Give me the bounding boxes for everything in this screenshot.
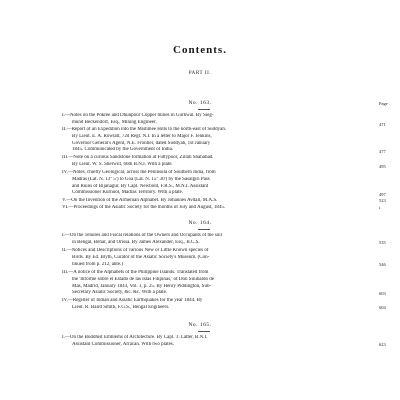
section-divider [198, 331, 210, 332]
contents-entry [62, 127, 373, 154]
entry-line: and Ruins of Bijanagur. By Capt. Newbold, F.R.S., M.N.I. Assistant [72, 183, 209, 189]
entry-line: tinued from p. 212, ante.) [72, 261, 123, 267]
entry-line: Commissioner Kurnool, Madras Territory. With a plate. [72, 190, 184, 196]
entry-line: II.—Notices and Descriptions of various New or Little Known species of [62, 248, 209, 253]
page-number: 523 [379, 198, 386, 203]
entry-line: in Bengal, Behar, and Orissa. By James Alexander, Esq., B.C.S. [72, 239, 200, 245]
entry-line: II.—Report of an Expedition into the Mishmee Hills to the north-east of Suddyah. [62, 127, 227, 132]
entry-line: mund Beckendorf, Esq., Mining Engineer. [72, 119, 157, 125]
entry-line: Lieut. R. Baird Smith, F.G.S., Bengal Engineers. [72, 304, 170, 310]
page-number: 497 [379, 192, 386, 197]
contents-entry [62, 205, 373, 212]
entry-line: III.—Note on a curious Sandstone formation at Futtypoor, Zillah Shahabad. [62, 155, 214, 160]
section-divider [198, 109, 210, 110]
entry-line: IV.—Register of Indian and Asiatic Earthquakes for the year 1844. By [62, 298, 203, 303]
contents-entry [62, 335, 373, 349]
contents-entry [62, 113, 373, 127]
section-divider [198, 229, 210, 230]
entry-line: VI.—Proceedings of the Asiatic Society for the months of July and August, 1845. [62, 205, 226, 210]
page-title: Contents. [173, 44, 227, 56]
page-number: 477 [379, 149, 386, 154]
entry-line: I.—On the Tenures and Fiscal relations of the Owners and Occupants of the soil [62, 233, 223, 238]
entry-line: IV.—Notes, chiefly Geological, across the Peninsula of Southern India, from [62, 170, 216, 175]
contents-entry [62, 198, 373, 205]
contents-entry [62, 248, 373, 268]
contents-entry [62, 270, 373, 297]
page-number: 603 [379, 291, 386, 296]
section-number: No. 164. [188, 220, 212, 226]
entry-line: the 'Informe sobre el Estado de las Islas Filipinas,' of Don Sinibaldo de [72, 276, 214, 282]
page-number: 546 [379, 262, 386, 267]
contents-entry [62, 233, 373, 247]
entry-line: I.—Notes on the Pokree and Dhunpoor Copper mines in Gurhwal. By Sieg- [62, 113, 214, 118]
entry-line: By Lieut. W. S. Sherwill, 66th B.N.I. With a plate. [72, 161, 173, 167]
entry-line: III.—A notice of the Alphabets of the Philippine Islands. Translated from [62, 270, 209, 275]
page-number: 495 [379, 164, 386, 169]
page-number: i [379, 205, 381, 210]
entry-line: By Lieut. E. A. Rowlatt, 72d Regt. N.I. In a letter to Major F. Jenkins, [72, 133, 212, 139]
entry-line: Mas, Madrid, January 1843, Vol. 1, p. 25. By Henry Piddington, Sub- [72, 283, 212, 289]
section-number: No. 163. [188, 100, 212, 106]
entry-line: Secretary Asiatic Society, &c. &c. With a plate. [72, 290, 168, 296]
page-number: 623 [379, 342, 386, 347]
entry-line: 1845. Communicated by the Government of India. [72, 147, 174, 153]
entry-line: Governor General's Agent, N.E. Frontier, dated Suddyah, 1st January [72, 140, 211, 146]
page-number: 604 [379, 305, 386, 310]
page-number: 535 [379, 240, 386, 245]
part-label: PART II. [188, 71, 212, 76]
contents-entry [62, 298, 373, 312]
page-column-label: Page [379, 101, 388, 106]
entry-line: Birds. By Ed. Blyth, Curator of the Asiatic Society's Museum. (Con- [72, 254, 210, 260]
section-number: No. 165. [188, 322, 212, 328]
entry-line: Assistant Commissioner, Arracan. With two plates. [72, 341, 174, 347]
page-number: 471 [379, 122, 386, 127]
contents-entry [62, 155, 373, 169]
entry-line: Madras (Lat. N. 13° 5') to Goa (Lat. N. 15° 30') by the Sasalgiri Pass [72, 176, 210, 182]
contents-entry [62, 170, 373, 197]
entry-line: V.—On the Invention of the Armenian Alphabet. By Johannes Avdall, M.A.S. [62, 198, 218, 203]
entry-line: I.—On the Buddhist Emblems of Architecture. By Capt. T. Latter, B.N.I. [62, 335, 208, 340]
